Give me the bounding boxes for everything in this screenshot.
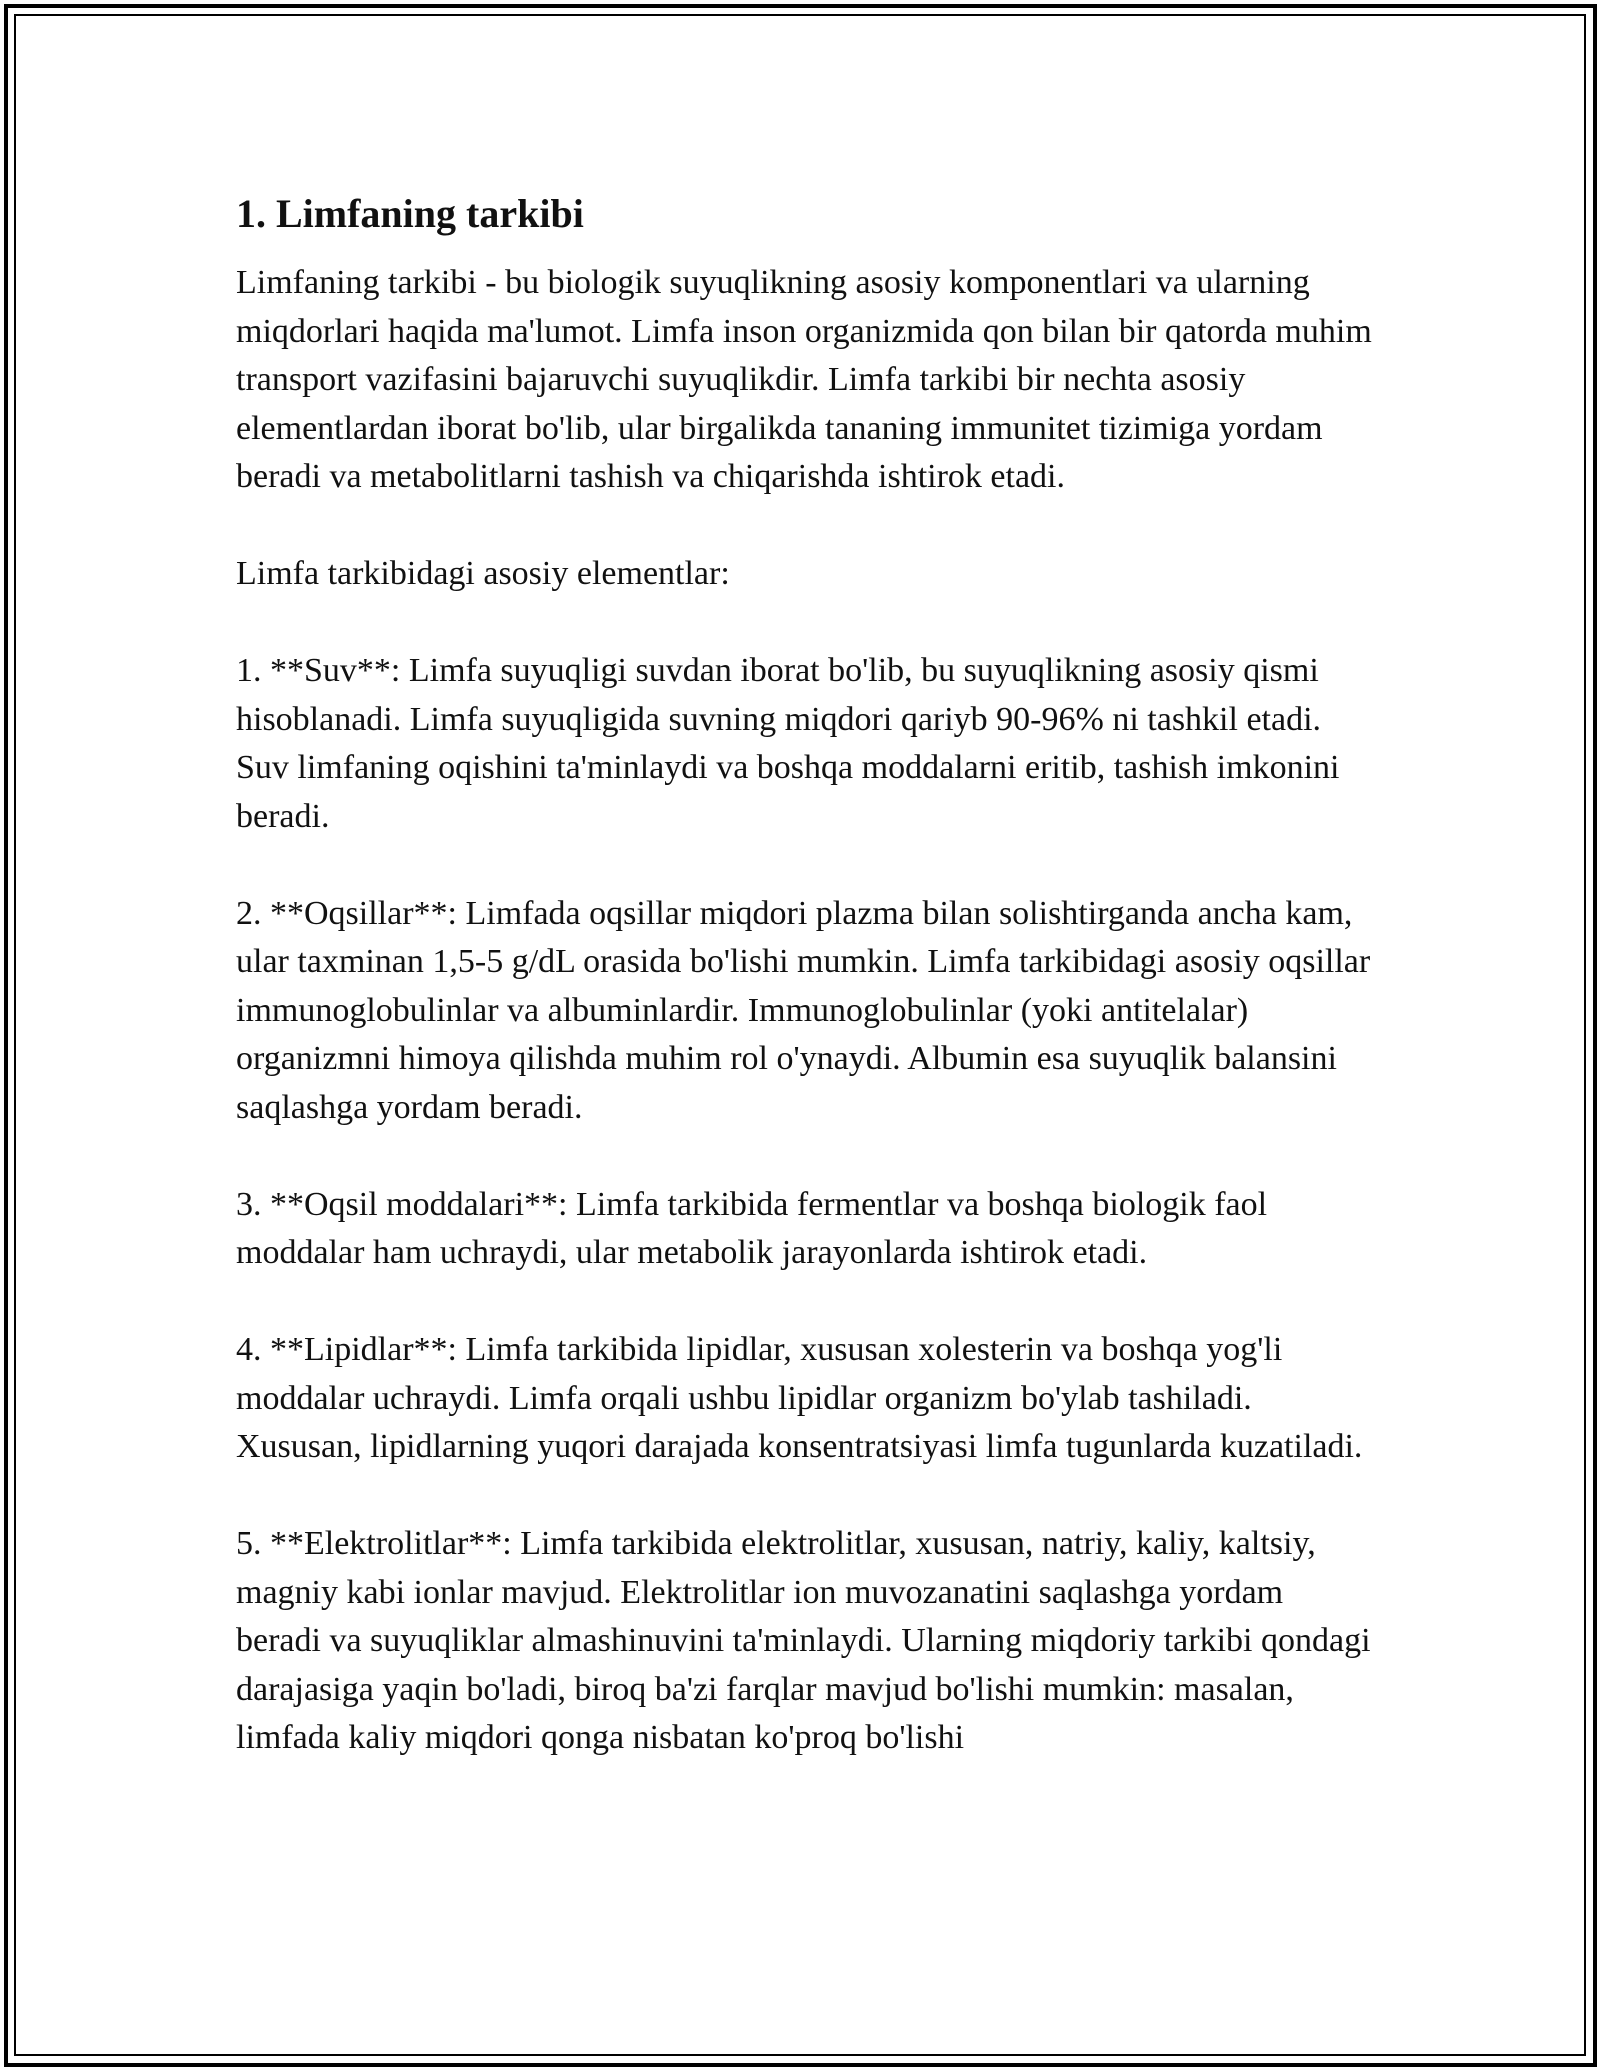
item-proteins-paragraph: 2. **Oqsillar**: Limfada oqsillar miqdori plazma bilan solishtirganda ancha kam, ular taxminan 1,5-5 g/dL orasida bo'lishi mumkin. Limfa tarkibidagi asosiy oqsillar immunoglobulinlar va albuminlardir. Immunoglobulinlar (yoki antitelalar) organizmni himoya qilishda muhim rol o'ynaydi. Albumin esa suyuqlik balansini saqlashga yordam beradi.: [236, 894, 1371, 1126]
item-electrolytes-paragraph: 5. **Elektrolitlar**: Limfa tarkibida elektrolitlar, xususan, natriy, kaliy, kaltsiy, magniy kabi ionlar mavjud. Elektrolitlar ion muvozanatini saqlashga yordam beradi va suyuqliklar almashinuvini ta'minlaydi. Ularning miqdoriy tarkibi qondagi darajasiga yaqin bo'ladi, biroq ba'zi farqlar mavjud bo'lishi mumkin: masalan, limfada kaliy miqdori qonga nisbatan ko'proq bo'lishi: [236, 1525, 1371, 1756]
item-lipids-paragraph: 4. **Lipidlar**: Limfa tarkibida lipidlar, xususan xolesterin va boshqa yog'li moddalar uchraydi. Limfa orqali ushbu lipidlar organizm bo'ylab tashiladi. Xususan, lipidlarning yuqori darajada konsentratsiyasi limfa tugunlarda kuzatiladi.: [236, 1331, 1363, 1465]
item-water-paragraph: 1. **Suv**: Limfa suyuqligi suvdan iborat bo'lib, bu suyuqlikning asosiy qismi hisoblanadi. Limfa suyuqligida suvning miqdori qariyb 90-96% ni tashkil etadi. Suv limfaning oqishini ta'minlaydi va boshqa moddalarni eritib, tashish imkonini beradi.: [236, 652, 1340, 835]
item-protein-substances-paragraph: 3. **Oqsil moddalari**: Limfa tarkibida fermentlar va boshqa biologik faol moddalar ham uchraydi, ular metabolik jarayonlarda ishtirok etadi.: [236, 1185, 1268, 1271]
intro-paragraph: Limfaning tarkibi - bu biologik suyuqlikning asosiy komponentlari va ularning miqdorlari haqida ma'lumot. Limfa inson organizmida qon bilan bir qatorda muhim transport vazifasini bajaruvchi suyuqlikdir. Limfa tarkibi bir nechta asosiy elementlardan iborat bo'lib, ular birgalikda tananing immunitet tizimiga yordam beradi va metabolitlarni tashish va chiqarishda ishtirok etadi.: [236, 264, 1372, 495]
elements-intro-line: Limfa tarkibidagi asosiy elementlar:: [236, 555, 730, 592]
section-heading: 1. Limfaning tarkibi: [236, 191, 584, 236]
document-body: [236, 188, 1376, 1811]
